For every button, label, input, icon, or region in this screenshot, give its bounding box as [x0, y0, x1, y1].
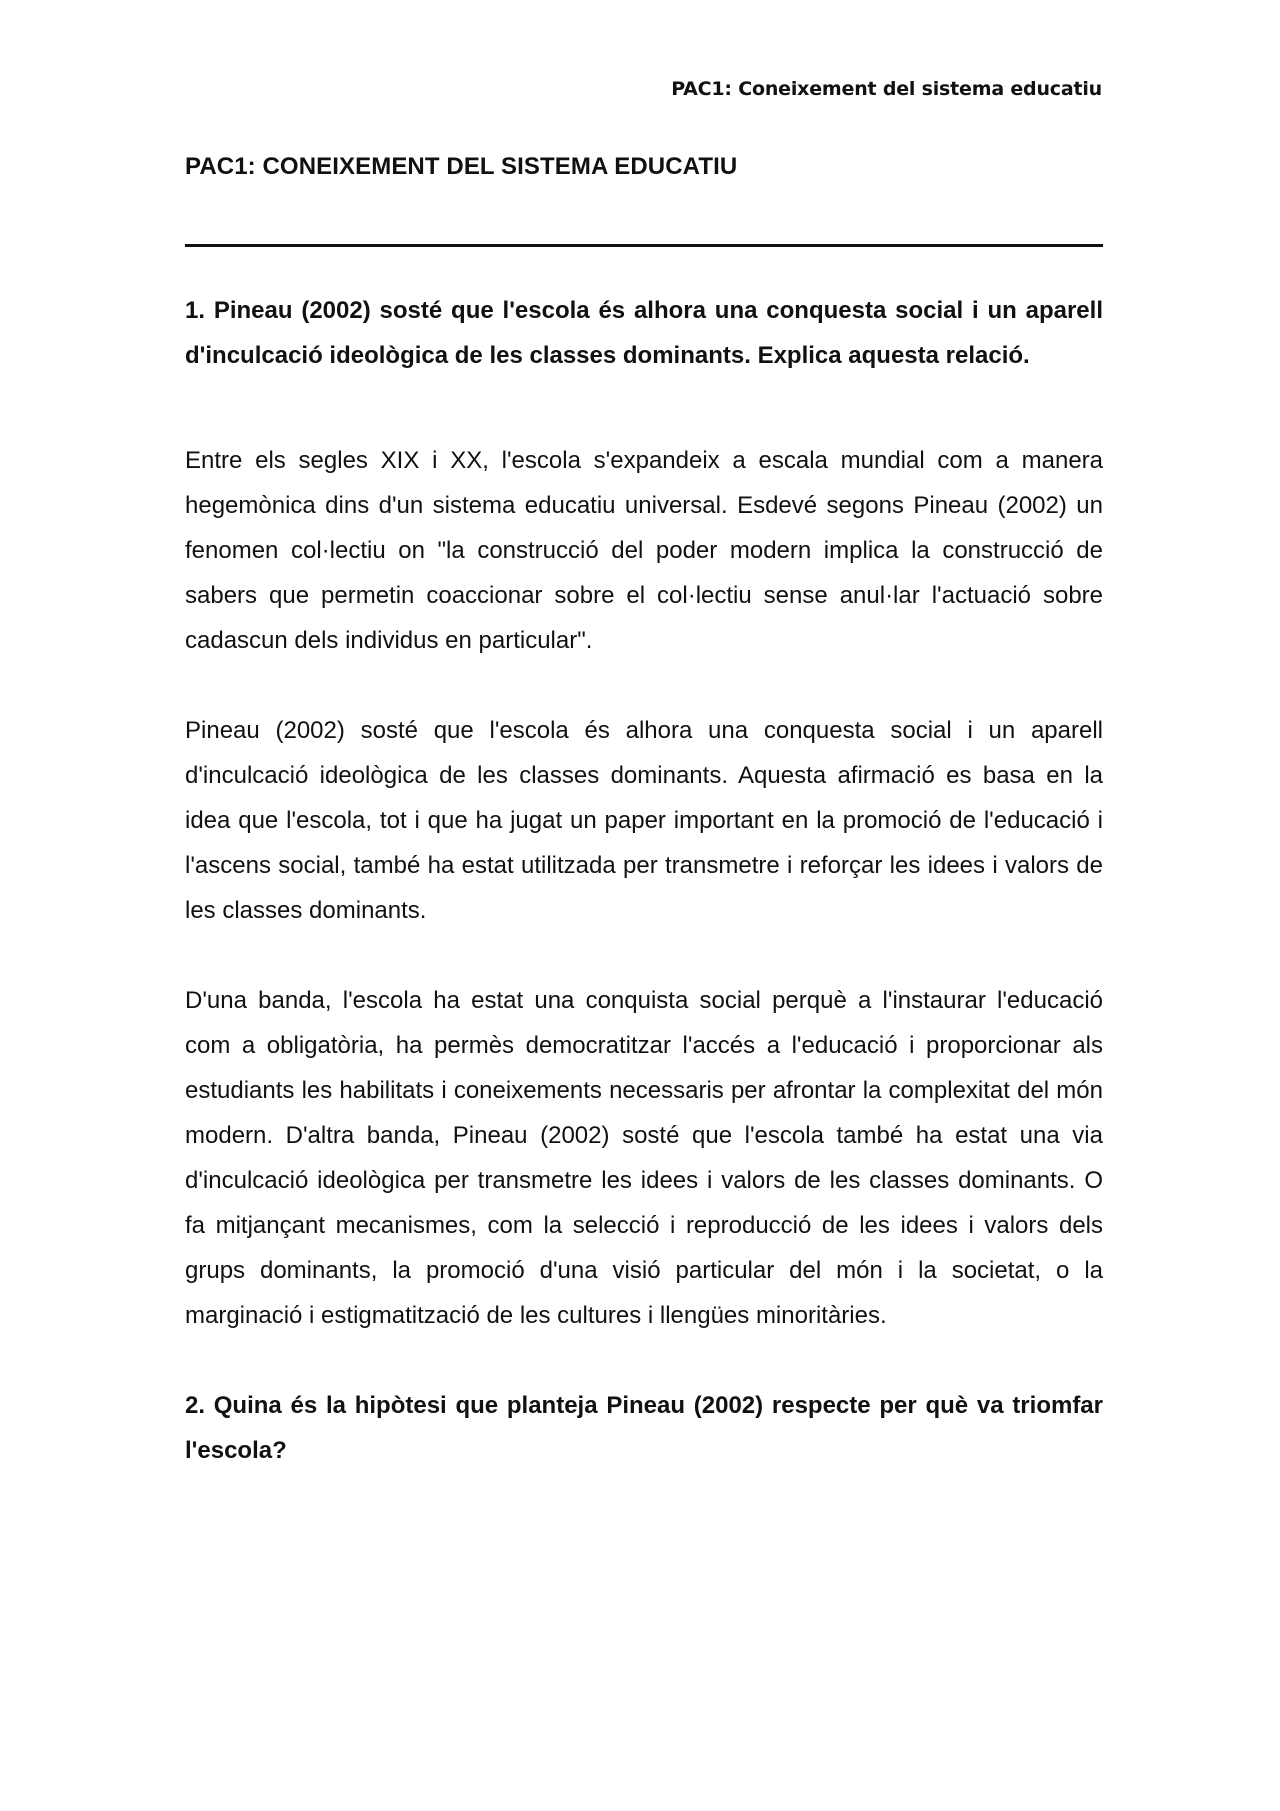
title-divider: [185, 244, 1103, 247]
document-title: PAC1: CONEIXEMENT DEL SISTEMA EDUCATIU: [185, 153, 738, 180]
answer-paragraph-2: Pineau (2002) sosté que l'escola és alhora una conquesta social i un aparell d'inculcació ideològica de les classes dominants. Aquesta afirmació es basa en la idea que l'escola, tot i que ha jugat un paper important en la promoció de l'educació i l'ascens social, també ha estat utilitzada per transmetre i reforçar les idees i valors de les classes dominants.: [185, 717, 1103, 924]
document-body: [185, 288, 1103, 1473]
question-1: 1. Pineau (2002) sosté que l'escola és alhora una conquesta social i un aparell d'inculcació ideològica de les classes dominants. Explica aquesta relació.: [185, 297, 1103, 369]
answer-paragraph-3: D'una banda, l'escola ha estat una conquista social perquè a l'instaurar l'educació com a obligatòria, ha permès democratitzar l'accés a l'educació i proporcionar als estudiants les habilitats i coneixements necessaris per afrontar la complexitat del món modern. D'altra banda, Pineau (2002) sosté que l'escola també ha estat una via d'inculcació ideològica per transmetre les idees i valors de les classes dominants. O fa mitjançant mecanismes, com la selecció i reproducció de les idees i valors dels grups dominants, la promoció d'una visió particular del món i la societat, o la marginació i estigmatització de les cultures i llengües minoritàries.: [185, 987, 1103, 1329]
running-header: PAC1: Coneixement del sistema educatiu: [671, 78, 1102, 100]
question-2: 2. Quina és la hipòtesi que planteja Pineau (2002) respecte per què va triomfar l'escola?: [185, 1392, 1103, 1464]
answer-paragraph-1: Entre els segles XIX i XX, l'escola s'expandeix a escala mundial com a manera hegemònica dins d'un sistema educatiu universal. Esdevé segons Pineau (2002) un fenomen col·lectiu on "la construcció del poder modern implica la construcció de sabers que permetin coaccionar sobre el col·lectiu sense anul·lar l'actuació sobre cadascun dels individus en particular".: [185, 447, 1103, 654]
